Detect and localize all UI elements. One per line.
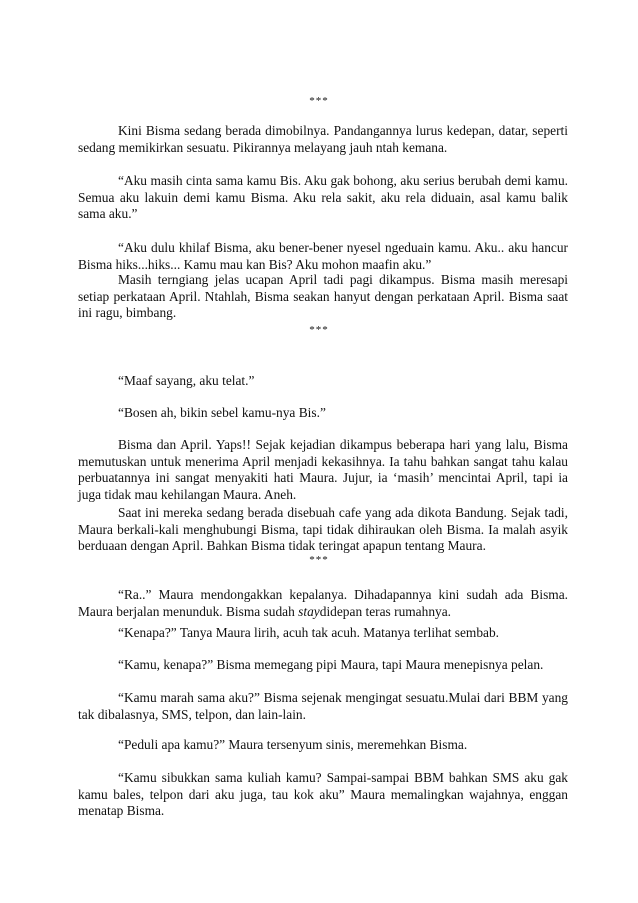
- paragraph: “Peduli apa kamu?” Maura tersenyum sinis, meremehkan Bisma.: [118, 737, 468, 752]
- section-separator: ***: [309, 95, 329, 107]
- paragraph: “Aku dulu khilaf Bisma, aku bener-bener nyesel ngeduain kamu. Aku.. aku hancur Bisma hiks...hiks... Kamu mau kan Bis? Aku mohon maafin aku.”: [78, 240, 568, 272]
- paragraph-text: “Ra..” Maura mendongakkan kepalanya. Dihadapannya kini sudah ada Bisma. Maura berjalan menunduk. Bisma sudah: [78, 587, 568, 619]
- paragraph: “Aku masih cinta sama kamu Bis. Aku gak bohong, aku serius berubah demi kamu. Semua aku lakuin demi kamu Bisma. Aku rela sakit, aku rela diduain, asal kamu balik sama aku.”: [78, 173, 568, 222]
- paragraph: Saat ini mereka sedang berada disebuah cafe yang ada dikota Bandung. Sejak tadi, Maura berkali-kali menghubungi Bisma, tapi tidak dihiraukan oleh Bisma. Ia malah asyik berduaan dengan April. Bahkan Bisma tidak teringat apapun tentang Maura.: [78, 505, 568, 554]
- paragraph: [78, 587, 568, 620]
- section-separator: ***: [309, 554, 329, 566]
- paragraph: “Kamu marah sama aku?” Bisma sejenak mengingat sesuatu.Mulai dari BBM yang tak dibalasnya, SMS, telpon, dan lain-lain.: [78, 690, 568, 722]
- paragraph: Bisma dan April. Yaps!! Sejak kejadian dikampus beberapa hari yang lalu, Bisma memutuskan untuk menerima April menjadi kekasihnya. Ia tahu bahkan sangat tahu kalau perbuatannya ini sangat menyakiti hati Maura. Jujur, ia ‘masih’ mencintai April, tapi ia juga tidak mau kehilangan Maura. Aneh.: [78, 437, 568, 502]
- paragraph: Masih terngiang jelas ucapan April tadi pagi dikampus. Bisma masih meresapi setiap perkataan April. Ntahlah, Bisma seakan hanyut dengan perkataan April. Bisma saat ini ragu, bimbang.: [78, 272, 568, 321]
- paragraph: Kini Bisma sedang berada dimobilnya. Pandangannya lurus kedepan, datar, seperti sedang memikirkan sesuatu. Pikirannya melayang jauh ntah kemana.: [78, 123, 568, 155]
- paragraph-text-tail: didepan teras rumahnya.: [319, 603, 452, 619]
- paragraph: “Kamu sibukkan sama kuliah kamu? Sampai-sampai BBM bahkan SMS aku gak kamu bales, telpon dari aku juga, tau kok aku” Maura memalingkan wajahnya, enggan menatap Bisma.: [78, 770, 568, 819]
- italic-word: stay: [298, 603, 320, 619]
- section-separator: ***: [309, 324, 329, 336]
- paragraph: “Bosen ah, bikin sebel kamu-nya Bis.”: [118, 405, 326, 420]
- paragraph: “Maaf sayang, aku telat.”: [118, 373, 255, 388]
- paragraph: “Kamu, kenapa?” Bisma memegang pipi Maura, tapi Maura menepisnya pelan.: [118, 657, 544, 672]
- paragraph: “Kenapa?” Tanya Maura lirih, acuh tak acuh. Matanya terlihat sembab.: [118, 625, 500, 640]
